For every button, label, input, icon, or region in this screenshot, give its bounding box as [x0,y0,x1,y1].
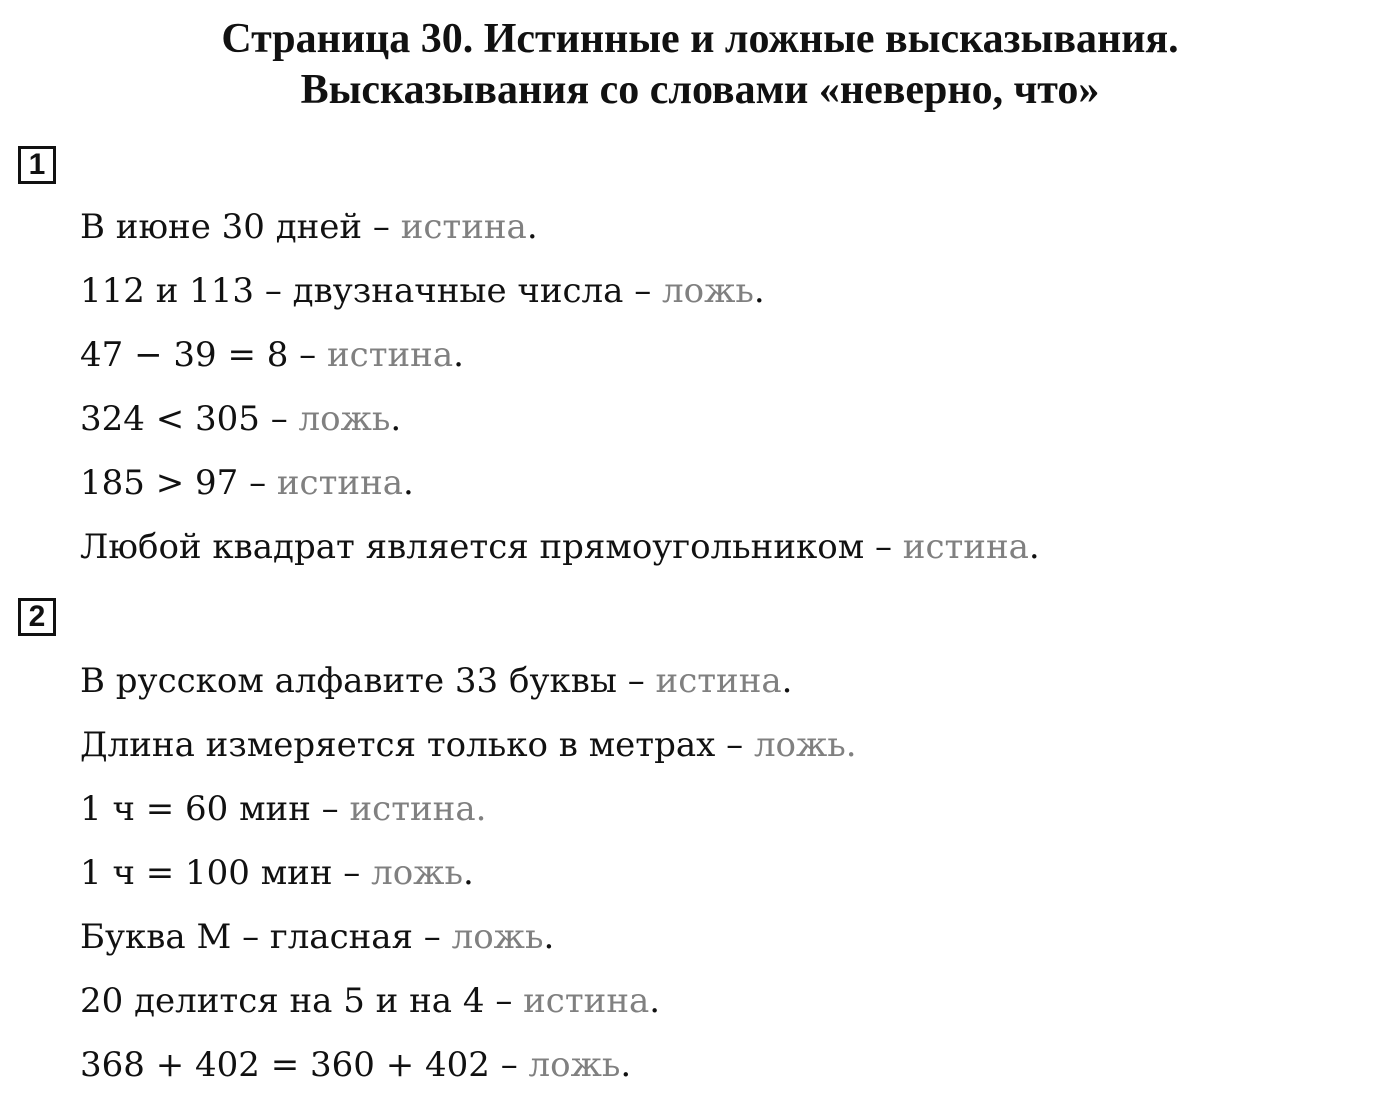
task-1-statements [80,200,1040,584]
statement [80,392,1040,456]
statement-answer: истина [523,981,650,1021]
statement [80,328,1040,392]
statement-end: . [526,207,538,247]
statement-answer: ложь [298,399,391,439]
statement-answer: ложь [528,1045,621,1085]
statement-text: 324 < 305 – [80,399,299,439]
statement-text: Любой квадрат является прямоугольником – [80,527,903,567]
statement-end: . [453,335,464,375]
statement-end: . [649,981,661,1021]
statement [80,782,857,846]
statement-text: 1 ч = 100 мин – [80,853,372,893]
statement [80,846,857,910]
statement-answer: истина [655,661,782,701]
statement [80,1038,857,1102]
statement-end: . [620,1045,632,1085]
statement-end: . [403,463,414,503]
page-title [0,14,1400,116]
statement-text: В русском алфавите 33 буквы – [80,661,656,701]
task-number-1: 1 [18,146,56,184]
statement-text: В июне 30 дней – [80,207,401,247]
page-title-line-1: Страница 30. Истинные и ложные высказывания. [221,16,1179,62]
statement-end: . [1028,527,1040,567]
statement-text: 112 и 113 – двузначные числа – [80,271,663,311]
statement-text: 1 ч = 60 мин – [80,789,350,829]
statement-answer: ложь. [753,725,857,765]
statement [80,520,1040,584]
statement-answer: истина. [349,789,487,829]
statement-answer: ложь [371,853,463,893]
statement-end: . [781,661,793,701]
statement-text: 185 > 97 – [80,463,277,503]
statement-text: 47 − 39 = 8 – [80,335,327,375]
statement-end: . [390,399,402,439]
statement-answer: истина [276,463,403,503]
statement-text: 20 делится на 5 и на 4 – [80,981,524,1021]
statement-end: . [543,917,555,957]
statement-answer: истина [902,527,1029,567]
statement-text: 368 + 402 = 360 + 402 – [80,1045,529,1085]
statement-answer: истина [400,207,527,247]
statement [80,264,1040,328]
statement-text: Длина измеряется только в метрах – [80,725,754,765]
statement-end: . [462,853,474,893]
page-title-line-2: Высказывания со словами «неверно, что» [300,67,1100,113]
statement [80,910,857,974]
statement-text: Буква М – гласная – [80,917,452,957]
statement-answer: ложь [662,271,754,311]
statement [80,456,1040,520]
statement-answer: истина [326,335,454,375]
statement [80,654,857,718]
statement-end: . [753,271,765,311]
statement-answer: ложь [451,917,544,957]
statement [80,718,857,782]
statement [80,974,857,1038]
task-2-statements [80,654,857,1102]
statement [80,200,1040,264]
task-number-2: 2 [18,598,56,636]
